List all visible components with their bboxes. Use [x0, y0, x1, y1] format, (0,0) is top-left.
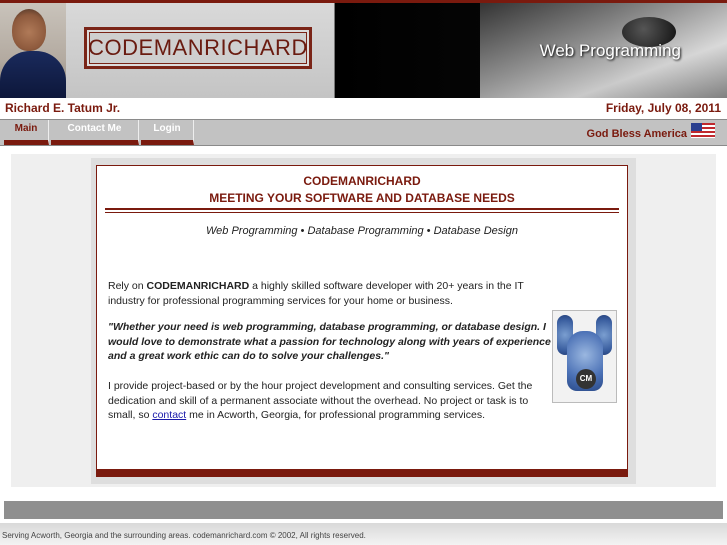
cm-logo-image [552, 310, 617, 403]
us-flag-icon [691, 123, 715, 138]
content-card [96, 165, 628, 477]
logo[interactable] [84, 27, 312, 69]
photo-body [0, 51, 66, 98]
nav-item-login[interactable]: Login [141, 120, 194, 145]
bottom-gray-bar [4, 501, 723, 519]
cm-badge: CM [576, 369, 596, 389]
services-tagline: Web Programming • Database Programming • Database Design [206, 225, 518, 237]
photo-head [12, 9, 46, 51]
footer [0, 523, 727, 545]
quote-paragraph: "Whether your need is web programming, database programming, or database design. I would love to demonstrate what a passion for technology along with years of experience and a great work ethic can do to solve your challenges." [108, 321, 551, 362]
title-divider [105, 208, 619, 210]
profile-photo [0, 3, 66, 98]
banner-title: Web Programming [539, 41, 681, 60]
blessing-text: God Bless America [586, 128, 687, 140]
services-suffix: me in Acworth, Georgia, for professional programming services. [186, 409, 485, 421]
services-prefix: I provide project-based or by the hour project development and consulting services. Get the dedication and skill of a permanent associate without the overhead. No project or task is to small, so [108, 380, 533, 421]
nav-item-contact-me[interactable]: Contact Me [51, 120, 139, 145]
footer-text: Serving Acworth, Georgia and the surrounding areas. codemanrichard.com © 2002, All rights reserved. [2, 531, 366, 540]
intro-paragraph [108, 279, 528, 308]
intro-prefix: Rely on [108, 280, 147, 292]
contact-link[interactable]: contact [152, 409, 187, 421]
card-title: CODEMANRICHARD [303, 174, 421, 188]
current-date: Friday, July 08, 2011 [605, 101, 721, 115]
title-divider-thin [105, 212, 619, 213]
card-subtitle: MEETING YOUR SOFTWARE AND DATABASE NEEDS [209, 191, 515, 205]
intro-brand: CODEMANRICHARD [146, 280, 250, 292]
logo-panel [66, 3, 335, 98]
nav-item-main[interactable]: Main [4, 120, 49, 145]
services-paragraph [108, 379, 544, 423]
header-banner [0, 0, 727, 98]
intro-suffix: a highly skilled software developer with 20+ years in the IT industry for professional programming services for your home or business. [108, 280, 524, 307]
nav-bar [0, 119, 727, 146]
name-bar [0, 98, 727, 118]
card-bottom-bar [97, 469, 627, 477]
flag-union [691, 123, 702, 131]
owner-name: Richard E. Tatum Jr. [5, 101, 121, 115]
logo-text: CODEMANRICHARD [88, 35, 308, 60]
